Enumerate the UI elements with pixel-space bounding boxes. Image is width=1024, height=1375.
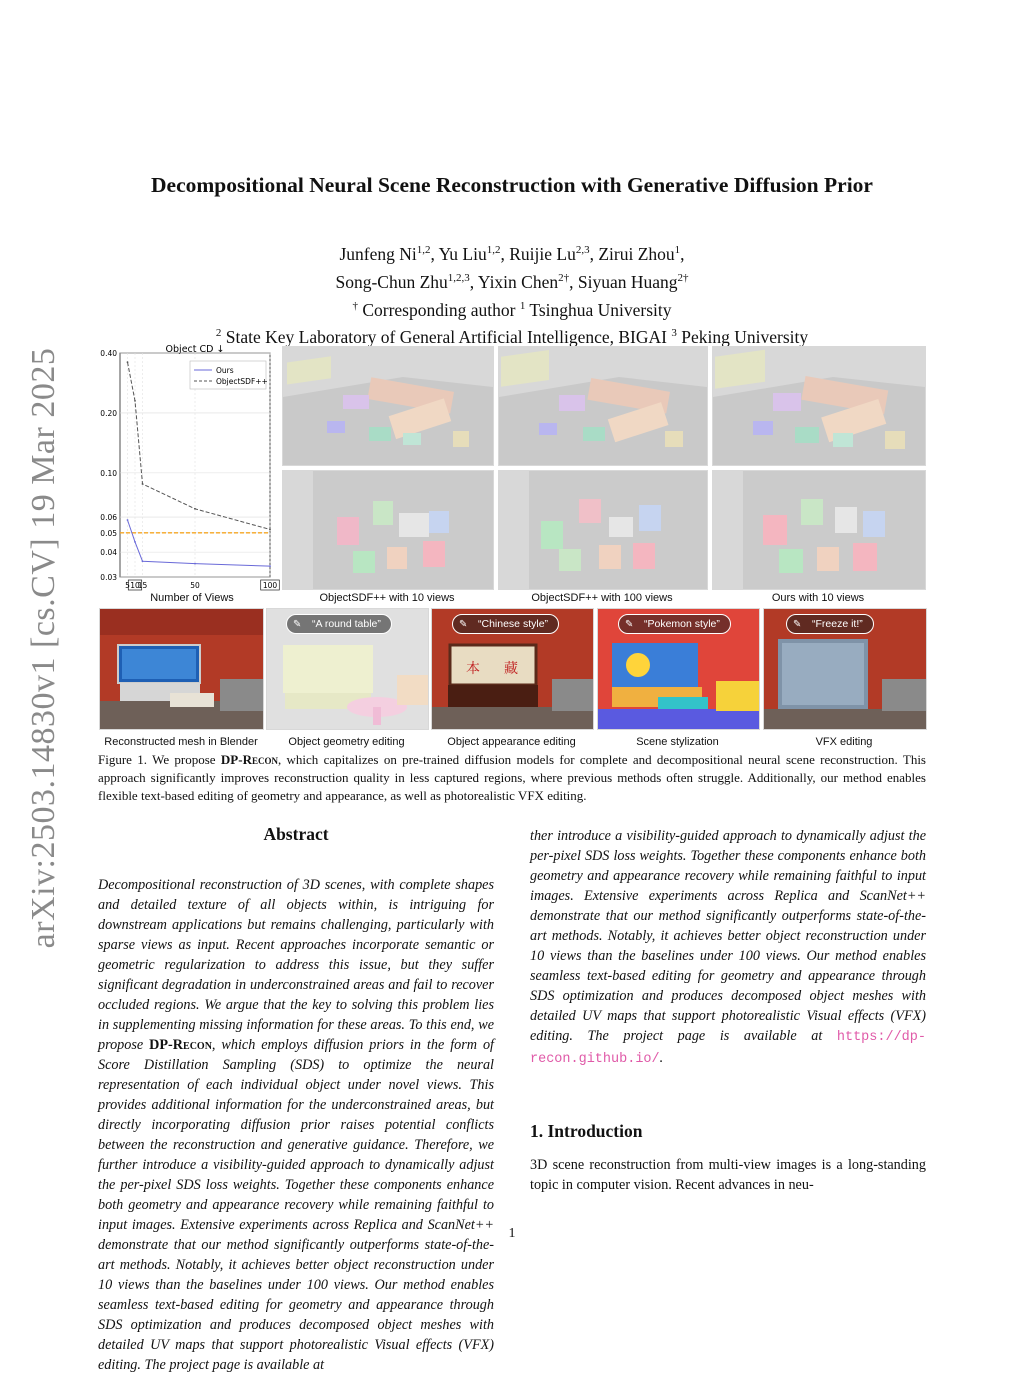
affiliation-number: 2 — [215, 327, 222, 340]
data-point — [142, 560, 144, 562]
x-tick-label: 15 — [137, 581, 148, 590]
panel-label: Reconstructed mesh in Blender — [104, 736, 258, 748]
paper-title: Decompositional Neural Scene Reconstruction with Generative Diffusion Prior — [151, 173, 873, 197]
chart-x-axis-label: Number of Views — [150, 592, 234, 604]
y-tick-label: 0.10 — [100, 468, 117, 478]
brush-icon: ✎ — [459, 619, 468, 630]
panel-label: Object appearance editing — [447, 736, 576, 748]
author-name: Junfeng Ni — [339, 243, 417, 264]
introduction-heading: 1. Introduction — [530, 1121, 643, 1141]
panel-objectsdf100-chairs — [498, 470, 708, 590]
scene-render-image — [283, 347, 493, 465]
svg-text:本: 本 — [466, 661, 480, 677]
author-line-1 — [60, 238, 964, 266]
x-tick-label: 5 — [125, 581, 130, 590]
x-tick-label: 100 — [262, 581, 278, 590]
panel-objectsdf10-top — [282, 346, 494, 466]
brush-icon: ✎ — [793, 619, 802, 630]
introduction-text: 3D scene reconstruction from multi-view images is a long-standing topic in computer vision. Recent advances in neu- — [530, 1157, 926, 1193]
data-point — [269, 565, 271, 567]
y-tick-label: 0.05 — [100, 528, 117, 538]
scene-render-image — [499, 347, 707, 465]
data-point — [127, 361, 129, 363]
panel-objectsdf100-top — [498, 346, 708, 466]
abstract-continuation — [530, 826, 926, 1070]
author-affiliation: 1,2 — [486, 244, 501, 256]
x-tick-label: 50 — [190, 581, 200, 590]
panel-blender-mesh — [99, 608, 264, 730]
y-tick-label: 0.03 — [100, 573, 117, 582]
y-tick-label: 0.20 — [100, 408, 117, 418]
abstract-part-2: , which employs diffusion priors in the form of Score Distillation Sampling (SDS) to optimize the neural representation of each individual object under novel views. This provides additional information for the underconstrained areas, but directly incorporating diffusion prior raises potential conflicts between the reconstruction and generative guidance. Therefore, we further introduce a visibility-guided approach to dynamically adjust the per-pixel SDS loss weights. Together these components enhance both geometry and appearance recovery while remaining faithful to input images. Extensive experiments across Replica and ScanNet++ demonstrate that our method significantly outperforms state-of-the-art methods. Notably, it achieves better object reconstruction under 10 views than the baselines under 100 views. Our method enables seamless text-based editing for geometry and appearance through SDS optimization and produces decomposed object meshes with detailed UV maps that support photorealistic Visual effects (VFX) editing. The project page is available at — [98, 1037, 494, 1373]
author-separator: , — [589, 243, 599, 264]
author-affiliation: 2† — [677, 271, 689, 284]
y-tick-label: 0.06 — [100, 513, 117, 523]
prompt-text: “Freeze it!” — [812, 618, 863, 630]
object-cd-chart — [98, 343, 280, 603]
column-label: ObjectSDF++ with 100 views — [531, 592, 673, 604]
brush-icon: ✎ — [293, 619, 302, 630]
author-name: Yixin Chen — [477, 271, 559, 292]
method-name: DP-Recon — [220, 752, 278, 767]
panel-ours-chairs — [712, 470, 926, 590]
abstract-heading: Abstract — [263, 824, 329, 844]
author-separator: , — [469, 271, 478, 292]
data-point — [127, 519, 129, 521]
chart-title: Object CD ↓ — [165, 344, 225, 355]
page-number: 1 — [508, 1226, 516, 1241]
data-point — [269, 529, 271, 531]
column-label: ObjectSDF++ with 10 views — [319, 592, 455, 604]
sentence-end: . — [659, 1050, 664, 1066]
series-line-ours — [128, 520, 271, 566]
affiliation-name: Peking University — [676, 327, 809, 348]
introduction-column — [530, 1155, 926, 1195]
author-affiliation: 2,3 — [575, 244, 590, 256]
legend-label: ObjectSDF++ — [216, 377, 268, 386]
scene-render-image — [499, 471, 707, 589]
author-name: Zirui Zhou — [598, 243, 675, 264]
abstract-part-1: Decompositional reconstruction of 3D scenes, with complete shapes and detailed texture of all objects within, is intriguing for downstream applications but remains challenging, particularly with sparse views as input. Recent approaches incorporate semantic or geometric regularization to address this issue, but they suffer significant degradation in underconstrained areas and fail to recover occluded regions. We argue that the key to solving this problem lies in supplementing missing information for these areas. To this end, we propose — [98, 877, 494, 1053]
scene-render-image — [100, 609, 263, 729]
x-tick-label: 10 — [130, 581, 140, 590]
scene-render-image — [713, 347, 925, 465]
author-affiliation: 1,2,3 — [447, 271, 470, 284]
method-name: DP-Recon — [149, 1037, 212, 1053]
data-point — [194, 563, 196, 565]
author-line-2 — [60, 266, 964, 294]
chart-svg — [98, 343, 280, 603]
scene-render-image — [713, 471, 925, 589]
corresponding-text: Corresponding author — [357, 299, 520, 320]
panel-label: Scene stylization — [636, 736, 719, 748]
data-point — [142, 483, 144, 485]
legend-label: Ours — [216, 366, 234, 375]
author-name: Ruijie Lu — [509, 243, 576, 264]
data-point — [194, 508, 196, 510]
panel-label: VFX editing — [815, 736, 873, 748]
author-name: Song-Chun Zhu — [335, 271, 448, 292]
y-tick-label: 0.04 — [100, 548, 117, 558]
author-affiliation: 1,2 — [416, 244, 431, 256]
abstract-continued-text: ther introduce a visibility-guided approach to dynamically adjust the per-pixel SDS loss weights. Together these components enhance both geometry and appearance recovery while remaining faithful to input images. Extensive experiments across Replica and ScanNet++ demonstrate that our method significantly outperforms state-of-the-art methods. Notably, it achieves better object reconstruction under 10 views than the baselines under 100 views. Our method enables seamless text-based editing for geometry and appearance through SDS optimization and produces decomposed object meshes with detailed UV maps that support photorealistic Visual effects (VFX) editing. The project page is available at — [530, 828, 926, 1044]
scene-render-image — [283, 471, 493, 589]
author-affiliation: 2† — [558, 271, 570, 284]
author-separator: , — [569, 271, 578, 292]
prompt-bubble — [618, 614, 731, 634]
panel-label: Object geometry editing — [288, 736, 405, 748]
affiliation-number: 3 — [671, 327, 677, 340]
author-block — [60, 238, 964, 349]
data-point — [134, 541, 136, 543]
figure-caption — [98, 751, 926, 805]
abstract-left-column — [98, 875, 494, 1373]
author-separator: , — [680, 243, 685, 264]
brush-icon: ✎ — [625, 619, 634, 630]
column-label: Ours with 10 views — [771, 592, 865, 604]
author-separator: , — [430, 243, 439, 264]
prompt-text: “Pokemon style” — [644, 618, 720, 630]
dagger-mark: † — [352, 299, 358, 312]
author-separator: , — [500, 243, 510, 264]
author-affiliation: 1 — [674, 244, 681, 256]
prompt-bubble — [786, 614, 874, 634]
svg-text:藏: 藏 — [504, 661, 518, 677]
prompt-bubble — [452, 614, 559, 634]
prompt-text: “A round table” — [312, 618, 381, 630]
caption-text: , which capitalizes on pre-trained diffusion models for complete and decompositional neural scene reconstruction. This approach significantly improves reconstruction quality in less captured regions, where previous methods often struggle. Additionally, our method enables flexible text-based editing of geometry and appearance, as well as photorealistic VFX editing. — [98, 752, 926, 803]
abstract-text — [98, 875, 494, 1375]
abstract-right-column — [530, 826, 926, 1088]
panel-ours-top — [712, 346, 926, 466]
affiliation-name: Tsinghua University — [525, 299, 672, 320]
affiliation-name: State Key Laboratory of General Artificial Intelligence, BIGAI — [221, 327, 672, 348]
panel-objectsdf10-chairs — [282, 470, 494, 590]
prompt-text: “Chinese style” — [478, 618, 549, 630]
y-tick-label: 0.40 — [100, 349, 117, 358]
caption-prefix: Figure 1. We propose — [98, 752, 221, 767]
author-name: Siyuan Huang — [577, 271, 678, 292]
data-point — [134, 400, 136, 402]
project-page-link[interactable]: https://dp-recon.github.io/ — [530, 1030, 926, 1067]
author-name: Yu Liu — [438, 243, 487, 264]
prompt-bubble — [286, 614, 392, 634]
corresponding-author-line — [60, 294, 964, 322]
affiliation-number: 1 — [519, 299, 526, 312]
arxiv-identifier: arXiv:2503.14830v1 [cs.CV] 19 Mar 2025 — [25, 347, 62, 949]
